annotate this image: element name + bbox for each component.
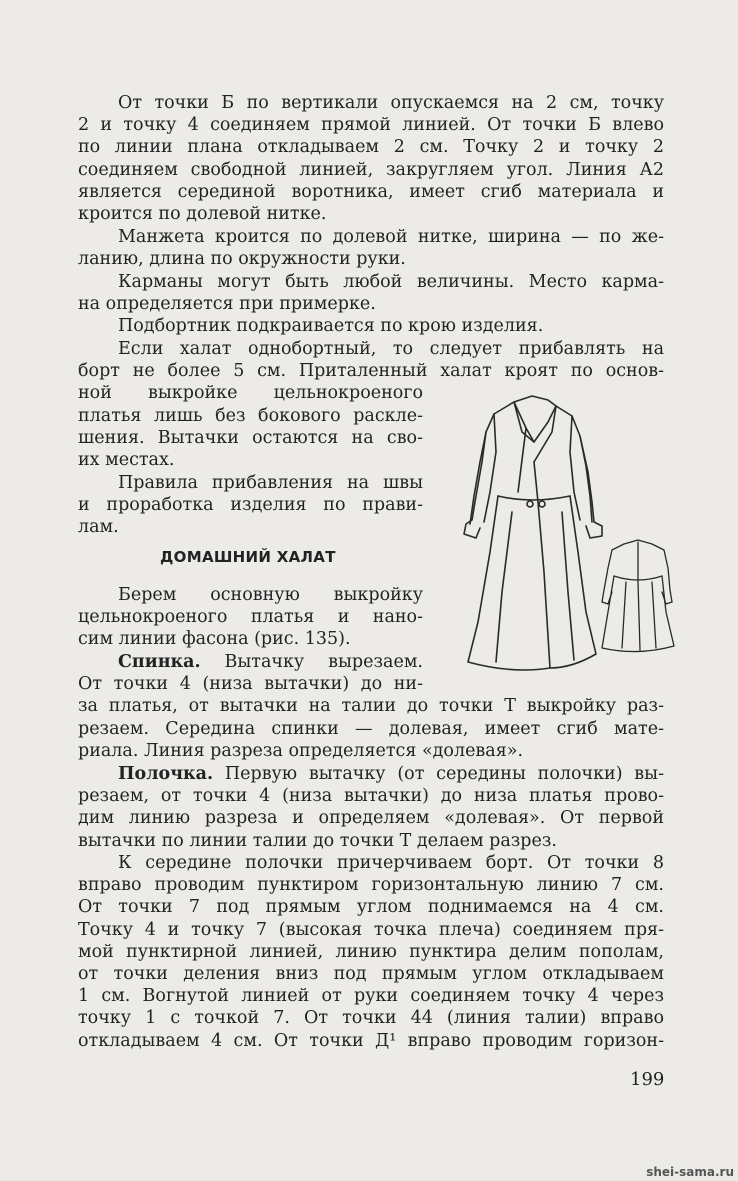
- text-line: От точки 4 (низа вытачки) до ни-: [78, 674, 423, 695]
- text-line: ланию, длина по окружности руки.: [78, 249, 406, 270]
- paragraph-facing: [78, 315, 664, 337]
- text-line: Манжета кроится по долевой нитке, ширина — по же-: [118, 227, 664, 247]
- robe-back-figure: [602, 540, 674, 652]
- text-line: цельнокроеного платья и нано-: [78, 607, 423, 628]
- text-line: борт не более 5 см. Приталенный халат кроят по основ-: [78, 361, 664, 382]
- text-line: Подбортник подкраивается по крою изделия.: [118, 316, 544, 336]
- text-line: К середине полочки причерчиваем борт. От точки 8: [118, 853, 664, 873]
- text-line: резаем. Середина спинки — долевая, имеет сгиб мате-: [78, 718, 664, 739]
- paragraph-seam-allowance: [78, 472, 423, 539]
- text-line: их местах.: [78, 450, 175, 471]
- text-line: Точку 4 и точку 7 (высокая точка плеча) соединяем пря-: [78, 919, 664, 940]
- watermark: shei-sama.ru: [646, 1165, 734, 1179]
- section-heading: ДОМАШНИЙ ХАЛАТ: [160, 548, 336, 566]
- text-line: шения. Вытачки остаются на сво-: [78, 427, 423, 448]
- text-line: Карманы могут быть любой величины. Место карма-: [118, 272, 664, 292]
- robe-front-figure: [464, 396, 602, 670]
- text-line: дим линию разреза и определяем «долевая». От первой: [78, 808, 664, 829]
- text-span: Вытачку вырезаем.: [200, 652, 423, 672]
- text-line: [78, 763, 664, 785]
- paragraph-cuff: [78, 226, 664, 270]
- text-line: От точки Б по вертикали опускаемся на 2 см, точку: [118, 93, 664, 113]
- text-line: 2 и точку 4 соединяем прямой линией. От точки Б влево: [78, 115, 664, 136]
- text-line: риала. Линия разреза определяется «долевая».: [78, 740, 524, 761]
- text-line: за платья, от вытачки на талии до точки Т выкройку раз-: [78, 696, 664, 717]
- page-number: 199: [630, 1069, 665, 1090]
- paragraph-pockets: [78, 271, 664, 315]
- term-back: Спинка.: [118, 652, 201, 672]
- text-line: лам.: [78, 517, 119, 538]
- text-line: Если халат однобортный, то следует прибавлять на: [118, 339, 664, 359]
- text-line: от точки деления вниз под прямым углом откладываем: [78, 964, 664, 985]
- paragraph-intro: [78, 584, 423, 651]
- text-line: Правила прибавления на швы: [118, 473, 423, 493]
- text-span: Первую вытачку (от середины полочки) вы-: [213, 764, 664, 784]
- text-line: вправо проводим пунктиром горизонтальную линию 7 см.: [78, 875, 664, 896]
- text-line: по линии плана откладываем 2 см. Точку 2 и точку 2: [78, 137, 664, 158]
- text-line: 1 см. Вогнутой линией от руки соединяем точку 4 через: [78, 986, 664, 1007]
- text-line: и проработка изделия по прави-: [78, 495, 423, 516]
- paragraph-front: [78, 763, 664, 852]
- text-line: вытачки по линии талии до точки Т делаем разрез.: [78, 830, 557, 851]
- term-front: Полочка.: [118, 764, 214, 784]
- text-line: платья лишь без бокового раскле-: [78, 405, 423, 426]
- text-line: Берем основную выкройку: [118, 585, 423, 605]
- text-line: ной выкройке цельнокроеного: [78, 383, 423, 404]
- text-line: откладываем 4 см. От точки Д¹ вправо проводим горизон-: [78, 1030, 664, 1051]
- paragraph-collar: [78, 92, 664, 225]
- text-line: кроится по долевой нитке.: [78, 204, 327, 225]
- robe-illustration: [452, 392, 682, 682]
- text-line: является серединой воротника, имеет сгиб материала и: [78, 181, 664, 202]
- text-line: мой пунктирной линией, линию пунктира делим пополам,: [78, 941, 664, 962]
- text-line: точку 1 с точкой 7. От точки 44 (линия талии) вправо: [78, 1008, 664, 1029]
- text-line: на определяется при примерке.: [78, 294, 376, 315]
- text-line: соединяем свободной линией, закругляем угол. Линия А2: [78, 159, 664, 180]
- text-line: сим линии фасона (рис. 135).: [78, 629, 351, 650]
- text-line: [78, 651, 423, 673]
- text-line: От точки 7 под прямым углом поднимаемся на 4 см.: [78, 897, 664, 918]
- paragraph-lapel: [78, 852, 664, 1052]
- text-line: резаем, от точки 4 (низа вытачки) до низа платья прово-: [78, 786, 664, 807]
